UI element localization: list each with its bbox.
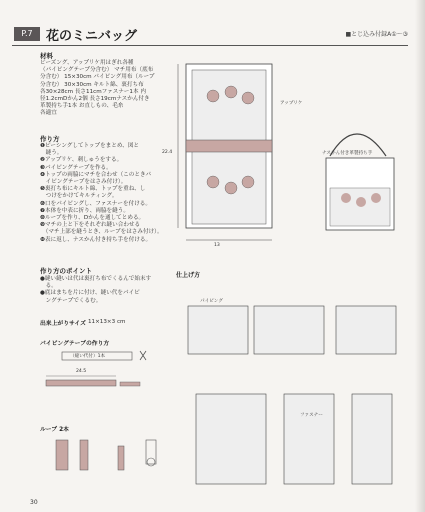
label-appli: アップリケ <box>280 101 303 106</box>
appendix-tag: ■とじ込み付録A①～③ <box>345 31 408 38</box>
steps-text: ❶ピーシングしてトップをまとめ、図と 縫う。 ❷アップリケ、刺しゅうをする。 ❸パイピングテープを作る。 ❹トップの両脇にマチを合わせ（このときパ イピングテープをはさみ付け）。 ❺裏打ち布にキルト綿、トップを重ね、し つけをかけてキルティング。 ❻口をパイピングし、ファスナーを付ける。 ❼本体を中表に折り、両脇を縫う。 ❽ループを作り、Dかんを通してとめる。 ❾マチの上と下をそれぞれ縫い合わせる （マチ上部を縫うとき、ループをはさみ付け）。 ❿表に返し、ナスかん付き持ち手を付ける。 <box>40 143 163 243</box>
page-badge: P.7 <box>14 27 40 41</box>
header <box>12 24 416 44</box>
size-value: 11×13×3 cm <box>88 319 126 325</box>
tape-label: （縫い代付）1本 <box>70 354 106 359</box>
label-piping: パイピング <box>200 299 223 304</box>
points-text: ●縫い縫いは代は裏打ち布でくるんで始末す る。 ●底はまちを片に付け、縫い代をパイピ ングテープでくるむ。 <box>40 276 152 304</box>
materials-heading: 材料 <box>40 52 53 60</box>
tape-length: 24.5 <box>76 369 87 374</box>
materials-text: ビーズング、アップリケ用はぎれ各種 （パイピングテープ分含む） マチ用布（底布 分含む） 15×30cm パイピング用布（ループ 分含む） 30×30cm キルト綿、裏打ち布 各30×28cm 長さ11cmファスナー1本 内 径1.2cmDかん2個 長さ19cmナスかん付き 革製持ち手1本 お直しもの、毛糸 各適宜 <box>40 60 155 117</box>
page-number: 30 <box>30 499 38 506</box>
finished-bag-drawing <box>306 118 416 233</box>
loop-diagram <box>42 432 162 492</box>
label-zipper: ファスナー <box>300 413 323 418</box>
steps-heading: 作り方 <box>40 135 60 143</box>
page-edge-shadow <box>415 0 425 512</box>
header-rule <box>12 45 408 46</box>
tape-heading: パイピングテープの作り方 <box>40 341 110 347</box>
finish-heading: 仕上げ方 <box>176 272 201 279</box>
size-heading: 出来上がりサイズ <box>40 321 86 327</box>
dim-22: 22.4 <box>162 150 173 155</box>
label-handle: ナスかん付き革製持ち手 <box>322 151 373 156</box>
dim-13: 13 <box>214 243 220 248</box>
loop-heading: ループ 2本 <box>40 427 69 433</box>
finishing-diagrams <box>176 284 406 499</box>
page-title: 花のミニバッグ <box>46 29 138 44</box>
points-heading: 作り方のポイント <box>40 267 92 275</box>
bag-layout-diagram <box>170 52 290 267</box>
